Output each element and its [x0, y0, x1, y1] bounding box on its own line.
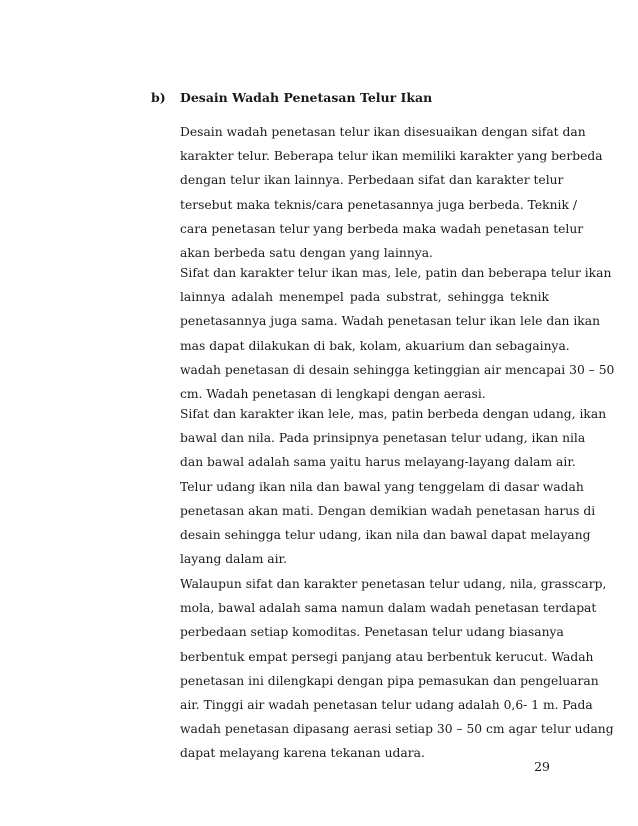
paragraph-line: lainnya adalah menempel pada substrat, sehingga teknik — [180, 290, 549, 305]
paragraph-line: cm. Wadah penetasan di lengkapi dengan aerasi. — [180, 387, 486, 401]
paragraph-line: mola, bawal adalah sama namun dalam wadah penetasan terdapat — [180, 601, 597, 616]
paragraph-line: Sifat dan karakter telur ikan mas, lele, patin dan beberapa telur ikan — [180, 266, 612, 280]
paragraph-line: penetasannya juga sama. Wadah penetasan telur ikan lele dan ikan — [180, 314, 601, 329]
paragraph-line: desain sehingga telur udang, ikan nila dan bawal dapat melayang — [180, 528, 591, 542]
section-heading — [151, 90, 571, 106]
page-number: 29 — [534, 759, 550, 774]
paragraph-line: penetasan ini dilengkapi dengan pipa pemasukan dan pengeluaran — [180, 673, 599, 688]
paragraph-line: dan bawal adalah sama yaitu harus melayang-layang dalam air. — [180, 455, 576, 470]
paragraph-line: penetasan akan mati. Dengan demikian wadah penetasan harus di — [180, 503, 596, 518]
section-title: Desain Wadah Penetasan Telur Ikan — [180, 90, 433, 105]
paragraph-line: tersebut maka teknis/cara penetasannya juga berbeda. Teknik / — [180, 197, 577, 212]
paragraph-line: layang dalam air. — [180, 552, 287, 567]
paragraph-line: berbentuk empat persegi panjang atau berbentuk kerucut. Wadah — [180, 649, 594, 664]
paragraph-line: Desain wadah penetasan telur ikan disesuaikan dengan sifat dan — [180, 125, 586, 139]
section-label: b) — [151, 90, 166, 105]
paragraph-line: Sifat dan karakter ikan lele, mas, patin berbeda dengan udang, ikan — [180, 407, 607, 421]
paragraph-line: Walaupun sifat dan karakter penetasan telur udang, nila, grasscarp, — [180, 577, 607, 591]
paragraph-line: mas dapat dilakukan di bak, kolam, akuarium dan sebagainya. — [180, 338, 570, 353]
paragraph-line: akan berbeda satu dengan yang lainnya. — [180, 246, 433, 260]
paragraph-line: bawal dan nila. Pada prinsipnya penetasan telur udang, ikan nila — [180, 431, 586, 446]
paragraph-line: perbedaan setiap komoditas. Penetasan telur udang biasanya — [180, 625, 564, 640]
paragraph-line: wadah penetasan dipasang aerasi setiap 30 – 50 cm agar telur udang — [180, 722, 614, 737]
paragraph-line: cara penetasan telur yang berbeda maka wadah penetasan telur — [180, 221, 584, 236]
paragraph-line: karakter telur. Beberapa telur ikan memiliki karakter yang berbeda — [180, 149, 603, 164]
paragraph-line: wadah penetasan di desain sehingga ketinggian air mencapai 30 – 50 — [180, 362, 615, 377]
paragraph-line: air. Tinggi air wadah penetasan telur udang adalah 0,6- 1 m. Pada — [180, 698, 593, 712]
paragraph-line: dengan telur ikan lainnya. Perbedaan sifat dan karakter telur — [180, 173, 564, 188]
paragraph-line: dapat melayang karena tekanan udara. — [180, 746, 425, 761]
paragraph-line: Telur udang ikan nila dan bawal yang tenggelam di dasar wadah — [180, 479, 584, 494]
